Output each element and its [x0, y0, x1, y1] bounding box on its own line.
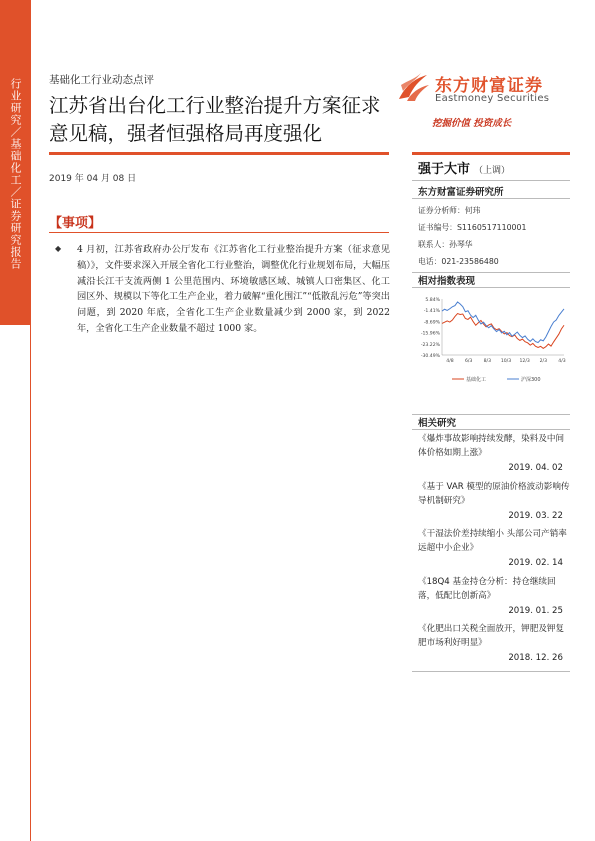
section-divider [49, 232, 389, 233]
related-item-title[interactable]: 《18Q4 基金持仓分析：持仓继续回落，低配比创新高》 [418, 577, 556, 601]
x-tick-label: 6/3 [464, 359, 473, 364]
related-item-title[interactable]: 《化肥出口关税全面放开，钾肥及钾复肥市场利好明显》 [418, 624, 565, 648]
legend-label: 基础化工 [466, 376, 487, 383]
x-tick-label: 2/3 [539, 359, 548, 364]
brand-slogan: 挖掘价值 投资成长 [432, 118, 512, 129]
related-item-title[interactable]: 《基于 VAR 模型的原油价格波动影响传导机制研究》 [418, 482, 570, 506]
series-line [442, 314, 564, 349]
x-tick-label: 4/3 [558, 359, 566, 364]
relative-index-chart [412, 293, 570, 388]
related-item-date: 2019. 01. 25 [508, 606, 563, 616]
rating-divider [412, 152, 570, 155]
rating [418, 158, 510, 177]
diamond-bullet-icon: ◆ [55, 244, 62, 253]
cert-number: 证书编号：S1160517110001 [418, 223, 527, 232]
y-tick-label: -23.22% [420, 342, 440, 348]
related-item-date: 2019. 03. 22 [508, 511, 563, 521]
institute-bottom-line [412, 198, 570, 199]
related-item-date: 2019. 02. 14 [508, 558, 563, 568]
rating-main: 强于大市 [418, 162, 471, 177]
brand-name-cn: 东方财富证券 [435, 76, 543, 96]
related-bottom-line [412, 671, 570, 672]
chart-heading-line [412, 287, 570, 288]
report-title: 江苏省出台化工行业整治提升方案征求意见稿，强者恒强格局再度强化 [49, 94, 381, 145]
sidebar-divider [30, 325, 31, 841]
x-tick-label: 4/8 [446, 359, 454, 364]
related-item-date: 2019. 04. 02 [508, 463, 563, 473]
title-divider [49, 152, 389, 155]
related-item-date: 2018. 12. 26 [508, 653, 563, 663]
related-item-title[interactable]: 《干湿法价差持续缩小 头部公司产销率远超中小企业》 [418, 529, 567, 553]
related-item-title[interactable]: 《爆炸事故影响持续发酵，染料及中间体价格如期上涨》 [418, 434, 565, 458]
x-tick-label: 12/3 [519, 359, 530, 364]
brand-name-en: Eastmoney Securities [435, 93, 550, 104]
report-date: 2019 年 04 月 08 日 [49, 174, 137, 184]
item-text: 4 月初，江苏省政府办公厅发布《江苏省化工行业整治提升方案（征求意见稿）》，文件要求深入开展全省化工行业整治，调整优化行业规划布局，大幅压减沿长江干支流两侧 1 公里范围内、环境敏感区域、城镇人口密集区、化工园区外、规模以下等化工生产企业，着力破解“重化围江”“低散乱污危”等突出问题，到 2020 年底，全省化工生产企业数量减少到 2000 家，到 2022 年，全省化工生产企业数量不超过 1000 家。 [77, 244, 390, 334]
rating-change: （上调） [474, 166, 511, 176]
sidebar [0, 0, 31, 841]
report-type: 基础化工行业动态点评 [49, 74, 154, 86]
institute-top-line [412, 180, 570, 181]
y-tick-label: -8.69% [423, 320, 440, 326]
brand-logo [397, 69, 557, 109]
y-tick-label: 5.84% [425, 298, 440, 303]
series-line [442, 302, 564, 343]
x-tick-label: 10/3 [500, 359, 512, 364]
related-heading-line [412, 429, 570, 430]
related-heading: 相关研究 [418, 418, 457, 429]
y-tick-label: -1.41% [423, 309, 440, 315]
sidebar-label: 行业研究／基础化工／证券研究报告 [9, 78, 22, 270]
y-tick-label: -30.49% [420, 354, 440, 359]
x-tick-label: 8/3 [483, 359, 492, 364]
phone: 电话：021-23586480 [418, 257, 499, 266]
institute-heading: 东方财富证券研究所 [418, 187, 504, 198]
chart-heading: 相对指数表现 [418, 276, 476, 287]
y-tick-label: -15.96% [420, 331, 440, 337]
section-tag: 【事项】 [49, 216, 102, 231]
legend-label: 沪深300 [521, 376, 541, 383]
eastmoney-logo-icon [397, 71, 431, 103]
analyst: 证券分析师：何玮 [418, 206, 481, 215]
contact-person: 联系人：孙琴华 [418, 240, 473, 249]
